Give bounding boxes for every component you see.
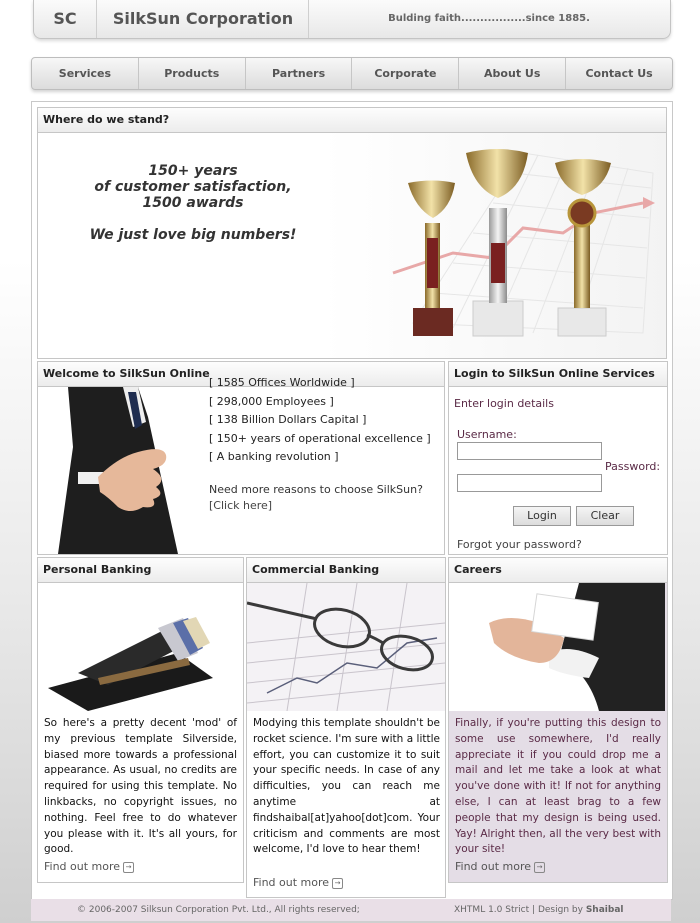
login-intro: Enter login details — [454, 397, 554, 410]
personal-banking-text: So here's a pretty decent 'mod' of my previous template Silverside, biased more towards a professional appearance. As usual, no credits are required for using this template. No linkbacks, no copyright issues, no nothing. Feel free to do whatever you please with it. It's all yours, for good. — [44, 717, 237, 856]
careers-text: Finally, if you're putting this design to some use somewhere, I'd really appreciate it if you could drop me a mail and let me take a look at what you've done with it! If not for anything else, I can at least brag to a few people that my design is being used. Yay! Alright then, all the very best with your site! — [455, 717, 661, 856]
facts-list — [209, 374, 431, 467]
forgot-password-link[interactable]: Forgot your password? — [457, 538, 582, 551]
nav-services[interactable]: Services — [32, 58, 139, 89]
author-link[interactable]: Shaibal — [585, 905, 624, 915]
design-by-text: Design by — [537, 905, 583, 915]
username-label: Username: — [457, 428, 517, 441]
glasses-chart-image — [247, 583, 445, 711]
nav-products[interactable]: Products — [139, 58, 246, 89]
hero-panel — [37, 107, 667, 359]
welcome-heading: Welcome to SilkSun Online — [38, 362, 444, 387]
fact-item: [ A banking revolution ] — [209, 450, 339, 463]
password-label: Password: — [605, 460, 661, 473]
trophies-image — [323, 133, 666, 358]
login-button[interactable]: Login — [513, 506, 571, 526]
copyright-text: © 2006-2007 Silksun Corporation Pvt. Ltd., All rights reserved; — [77, 905, 360, 915]
nav-partners[interactable]: Partners — [246, 58, 353, 89]
personal-banking-panel — [37, 557, 244, 883]
arrow-right-icon: → — [123, 862, 134, 873]
company-name: SilkSun Corporation — [98, 0, 309, 38]
reasons-text: Need more reasons to choose SilkSun? — [209, 483, 423, 496]
hero-line-3: 1500 awards — [142, 195, 244, 211]
find-more-label: Find out more — [455, 860, 532, 873]
arrow-right-icon: → — [534, 862, 545, 873]
commercial-banking-heading: Commercial Banking — [247, 558, 445, 583]
site-header — [33, 0, 671, 39]
commercial-banking-panel — [246, 557, 446, 898]
handshake-image — [38, 387, 188, 554]
find-more-label: Find out more — [253, 876, 330, 889]
nav-about-us[interactable]: About Us — [459, 58, 566, 89]
hero-line-4: We just love big numbers! — [89, 227, 297, 243]
find-more-label: Find out more — [44, 860, 121, 873]
commercial-find-more[interactable] — [253, 876, 343, 889]
xhtml-link[interactable]: XHTML 1.0 Strict — [454, 905, 530, 915]
footer-separator: | — [532, 905, 536, 915]
fact-item: [ 298,000 Employees ] — [209, 394, 334, 408]
hero-line-1: 150+ years — [148, 163, 238, 179]
site-footer — [31, 899, 671, 921]
personal-find-more[interactable] — [44, 860, 134, 873]
welcome-panel — [37, 361, 445, 555]
username-input[interactable] — [457, 442, 602, 460]
fact-item: [ 1585 Offices Worldwide ] — [209, 376, 355, 389]
main-nav — [31, 57, 673, 90]
password-input[interactable] — [457, 474, 602, 492]
fact-item: [ 138 Billion Dollars Capital ] — [209, 413, 367, 426]
wallet-image — [38, 583, 243, 711]
footer-credits — [454, 899, 623, 921]
personal-banking-heading: Personal Banking — [38, 558, 243, 583]
nav-corporate[interactable]: Corporate — [352, 58, 459, 89]
careers-panel — [448, 557, 668, 883]
click-here-link[interactable]: [Click here] — [209, 499, 273, 512]
reasons-block — [209, 482, 423, 514]
tagline: Bulding faith.................since 1885. — [388, 13, 590, 24]
hero-heading: Where do we stand? — [38, 108, 666, 133]
hero-statement — [78, 163, 308, 243]
commercial-banking-text: Modying this template shouldn't be rocket science. I'm sure with a little effort, you can customize it to suit your specific needs. In case of any difficulties, you can reach me anytime at findshaibal[at]yahoo[dot]com. Your criticism and comments are most welcome, I'd love to hear them! — [253, 717, 440, 856]
fact-item: [ 150+ years of operational excellence ] — [209, 431, 431, 445]
business-card-image — [449, 583, 665, 711]
careers-heading: Careers — [449, 558, 667, 583]
hero-line-2: of customer satisfaction, — [94, 179, 292, 195]
arrow-right-icon: → — [332, 878, 343, 889]
login-heading: Login to SilkSun Online Services — [449, 362, 667, 387]
nav-contact-us[interactable]: Contact Us — [585, 67, 653, 80]
logo[interactable]: SC — [34, 0, 97, 38]
content-area — [31, 101, 673, 900]
careers-find-more[interactable] — [455, 860, 545, 873]
clear-button[interactable]: Clear — [576, 506, 634, 526]
login-panel — [448, 361, 668, 555]
